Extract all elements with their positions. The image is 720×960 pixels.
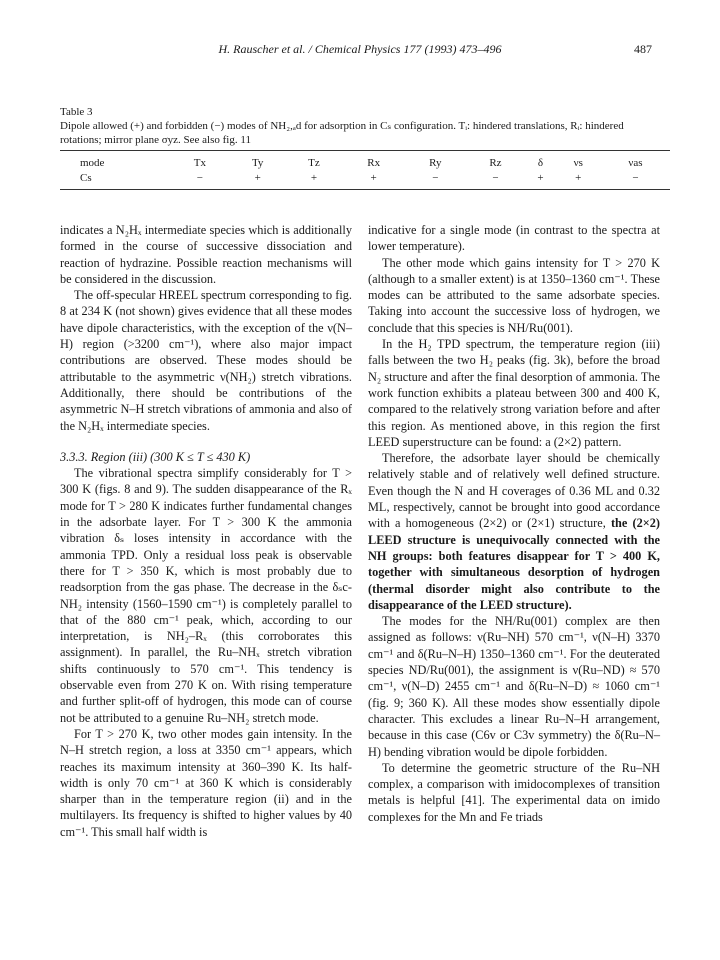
- paragraph: The off-specular HREEL spectrum corresponding to fig. 8 at 234 K (not shown) gives evidence that all these modes have dipole characteristics, with the exception of the ν(N–H) region (>3200 cm⁻¹), where also major impact contributions are observed. These modes should be attributable to the asymmetric ν(NH₂) stretch vibrations. Additionally, there should be contributions of the asymmetric N–H stretch vibrations of ammonia and also of the N₂Hₓ intermediate species.: [60, 288, 352, 433]
- table-header-cell: δ: [525, 151, 555, 171]
- paragraph: The vibrational spectra simplify considerably for T > 300 K (figs. 8 and 9). The sudden disappearance of the Rₓ mode for T > 280 K indicates further fundamental changes in the adsorbate layer. For T > 300 K the ammonia vibration δₛ loses intensity in accordance with the ammonia TPD. Only a residual loss peak is observable there for T > 350 K, which is most probably due to readsorption from the gas phase. The decrease in the δₛc-NH₂ intensity (1560–1590 cm⁻¹) is completely parallel to that of the 880 cm⁻¹ peak, which, according to our interpretation, is NH₂–Rₓ (this corroborates this assignment). In parallel, the Ru–NHₓ stretch vibration shifts continuously to 570 cm⁻¹. This tendency is observable even from 270 K on. With rising temperature and further split-off of hydrogen, this mode can of course not be attributed to a genuine Ru–NH₂ stretch mode.: [60, 466, 352, 725]
- table-header-cell: Tz: [286, 151, 343, 171]
- table-header-cell: Ry: [405, 151, 466, 171]
- table-header-cell: νas: [601, 151, 670, 171]
- table-data-cell: Cs: [60, 170, 170, 190]
- paragraph: In the H₂ TPD spectrum, the temperature region (iii) falls between the two H₂ peaks (fig. 3k), before the broad N₂ structure and after the final desorption of ammonia. The work function exhibits a plateau between 300 and 400 K, compared to the relatively strong variation before and after this region. As mentioned above, in this region the first LEED superstructure can be found: a (2×2) pattern.: [368, 337, 660, 449]
- table-caption: [60, 105, 660, 147]
- running-title: H. Rauscher et al. / Chemical Physics 177 (1993) 473–496: [218, 42, 502, 56]
- table-data-cell: +: [342, 170, 405, 190]
- table-header-cell: Rx: [342, 151, 405, 171]
- table-header-cell: νs: [556, 151, 601, 171]
- table-data-cell: +: [556, 170, 601, 190]
- paragraph: Therefore, the adsorbate layer should be chemically relatively stable and of relatively well defined structure. Even though the N and H coverages of 0.36 ML and 0.32 ML, respectively, cannot be brought into good accordance with a homogeneous (2×2) or (2×1) structure, the (2×2) LEED structure is unequivocally connected with the NH groups: both features disappear for T > 400 K, together with simultaneous desorption of hydrogen (thermal disorder might also contribute to the disappearance of the LEED structure).: [368, 451, 661, 612]
- table-header-row: [60, 151, 670, 171]
- paragraph: The other mode which gains intensity for T > 270 K (although to a smaller extent) is at 1350–1360 cm⁻¹. These modes can be attributed to the same adsorbate species. Taking into account the successive loss of hydrogen, we conclude that this species is NH/Ru(001).: [368, 255, 660, 335]
- table-data-cell: −: [170, 170, 230, 190]
- table-data-cell: +: [286, 170, 343, 190]
- table-header-cell: Ty: [230, 151, 286, 171]
- table-data-row: [60, 170, 670, 190]
- table-data-cell: +: [525, 170, 555, 190]
- table-header-cell: mode: [60, 151, 170, 171]
- paragraph: indicates a N₂Hₓ intermediate species which is additionally formed in the course of successive dissociation and reaction of hydrazine. Possible reaction mechanisms will be considered in the discussion.: [60, 223, 352, 286]
- table-data-cell: −: [601, 170, 670, 190]
- paragraph: The modes for the NH/Ru(001) complex are then assigned as follows: ν(Ru–NH) 570 cm⁻¹, ν(N–H) 3370 cm⁻¹ and δ(Ru–N–H) 1350–1360 cm⁻¹. For the deuterated species ND/Ru(001), the assignment is ν(Ru–ND) ≈ 570 cm⁻¹, ν(N–D) 2455 cm⁻¹ and δ(Ru–N–D) ≈ 1060 cm⁻¹ (fig. 9; 360 K). All these modes show essentially dipole character. This excludes a linear Ru–N–H arrangement, because in this case (C6v or C3v symmetry) the δ(Ru–N–H) bending vibration would be dipole forbidden.: [368, 614, 660, 759]
- modes-table: [60, 150, 670, 190]
- section-heading: 3.3.3. Region (iii) (300 K ≤ T ≤ 430 K): [60, 449, 251, 464]
- bold-passage: the (2×2) LEED structure is unequivocally connected with the NH groups: both features disappear for T > 400 K, together with simultaneous desorption of hydrogen (thermal disorder might also contribute to the disappearance of the LEED structure).: [368, 516, 661, 612]
- table-header-cell: Tx: [170, 151, 230, 171]
- table-data-cell: −: [405, 170, 466, 190]
- paragraph: indicative for a single mode (in contrast to the spectra at lower temperature).: [368, 223, 660, 254]
- left-column: [60, 222, 352, 840]
- table-header-cell: Rz: [466, 151, 526, 171]
- paragraph: For T > 270 K, two other modes gain intensity. In the N–H stretch region, a loss at 3350 cm⁻¹ appears, which reaches its maximum intensity at 360–390 K. Its half-width is only 70 cm⁻¹ at 360 K which is considerably sharper than in the temperature region (ii) and in the multilayers. Its frequency is shifted to higher values by 40 cm⁻¹. This small half width is: [60, 726, 352, 839]
- running-header: [60, 42, 660, 62]
- right-column: [368, 222, 660, 825]
- paragraph: To determine the geometric structure of the Ru–NH complex, a comparison with imidocomplexes of transition metals is helpful [41]. The experimental data on imido complexes for the Mn and Fe triads: [368, 760, 660, 824]
- table-data-cell: +: [230, 170, 286, 190]
- table-label: Table 3: [60, 106, 93, 118]
- table-data-cell: −: [466, 170, 526, 190]
- page-number: 487: [634, 42, 652, 56]
- table-caption-text: Dipole allowed (+) and forbidden (−) modes of NH₂,ₐd for adsorption in Cₛ configuration. Tᵢ: hindered translations, Rᵢ: hindered rotations; mirror plane σyz. See also fig. 11: [60, 120, 624, 146]
